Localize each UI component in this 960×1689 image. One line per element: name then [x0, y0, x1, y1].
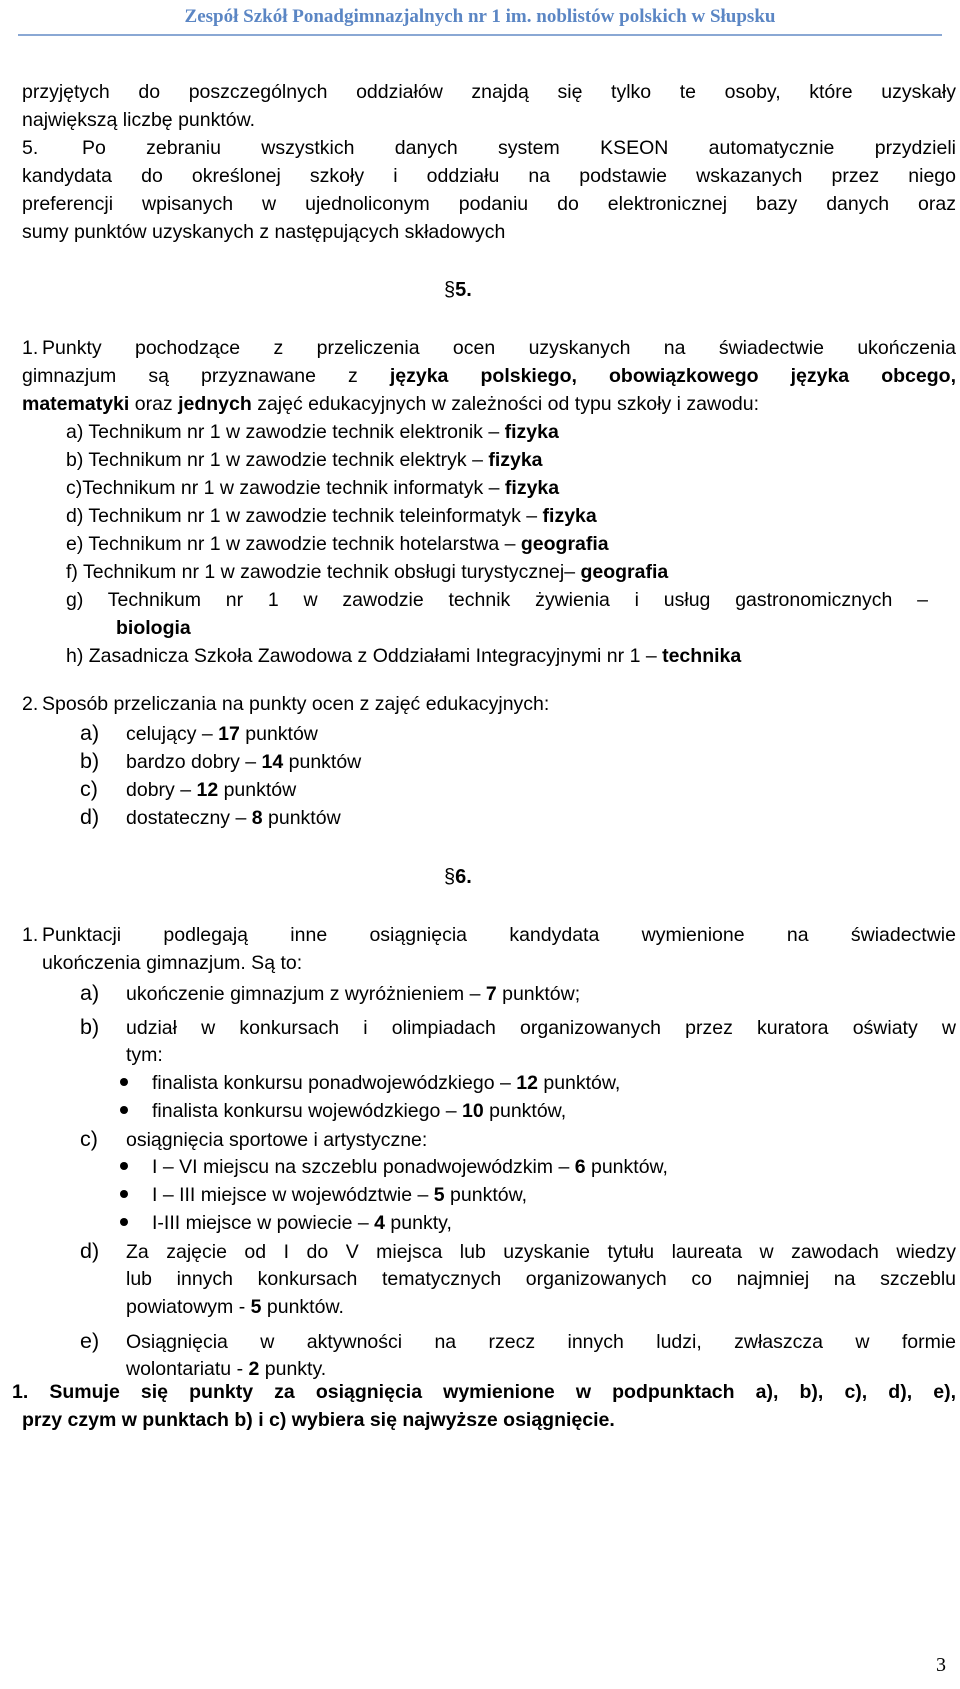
grade-points: 8	[251, 807, 263, 829]
page-number: 3	[936, 1654, 946, 1676]
item-line: sumy punktów uzyskanych z następujących składowych	[22, 221, 506, 243]
achievement-c	[80, 1125, 956, 1153]
school-item	[66, 642, 956, 670]
point-number: 2.	[22, 693, 39, 715]
school-subject: geografia	[520, 533, 609, 555]
item-number: 5.	[22, 137, 39, 159]
achievement-letter: e)	[80, 1329, 100, 1353]
bullet-item	[120, 1181, 956, 1209]
school-item	[66, 418, 956, 446]
summary-line: przy czym w punktach b) i c) wybiera się najwyższe osiągnięcie.	[22, 1409, 615, 1431]
subject-bold: matematyki	[22, 393, 130, 415]
bullet-text: I – VI miejscu na szczeblu ponadwojewódzkim –	[152, 1156, 575, 1178]
grade-item	[80, 803, 950, 831]
item-line: preferencji wpisanych w ujednoliconym podaniu do elektronicznej bazy danych oraz	[22, 193, 956, 215]
bullet-points: 6	[574, 1156, 586, 1178]
school-text: a) Technikum nr 1 w zawodzie technik elektronik –	[66, 421, 505, 443]
school-item	[66, 446, 956, 474]
achievement-text: Osiągnięcia w aktywności na rzecz innych ludzi, zwłaszcza w formie	[126, 1331, 956, 1353]
bullet-unit: punkty,	[385, 1212, 452, 1234]
school-item	[66, 558, 956, 586]
grade-list	[80, 719, 950, 831]
achievement-letter: d)	[80, 1239, 100, 1263]
grade-name: bardzo dobry –	[126, 751, 262, 773]
grade-item	[80, 747, 950, 775]
school-item: g) Technikum nr 1 w zawodzie technik żywienia i usług gastronomicznych –	[66, 589, 928, 611]
grade-item	[80, 775, 950, 803]
point-number: 1.	[22, 924, 39, 946]
school-item	[66, 530, 956, 558]
bullet-item	[120, 1153, 956, 1181]
bullet-points: 12	[516, 1072, 538, 1094]
school-text: e) Technikum nr 1 w zawodzie technik hotelarstwa –	[66, 533, 521, 555]
bullet-points: 4	[374, 1212, 386, 1234]
bullet-icon	[120, 1106, 128, 1114]
school-subject: fizyka	[488, 449, 543, 471]
bullet-text: I – III miejsce w województwie –	[152, 1184, 434, 1206]
achievement-b	[80, 1013, 956, 1041]
intro-paragraph	[22, 78, 956, 134]
grade-letter: c)	[80, 777, 98, 801]
intro-line: przyjętych do poszczególnych oddziałów znajdą się tylko te osoby, które uzyskały	[22, 81, 956, 103]
text-span: powiatowym -	[126, 1296, 251, 1318]
grade-letter: b)	[80, 749, 100, 773]
text-span: punkty.	[259, 1358, 327, 1380]
achievement-letter: b)	[80, 1015, 100, 1039]
grade-name: celujący –	[126, 723, 219, 745]
bullet-unit: punktów,	[585, 1156, 668, 1178]
achievement-text: lub innych konkursach tematycznych organizowanych co najmniej na szczeblu	[126, 1268, 956, 1290]
achievement-points: 7	[485, 983, 497, 1005]
bullet-text: finalista konkursu ponadwojewódzkiego –	[152, 1072, 517, 1094]
achievement-text: osiągnięcia sportowe i artystyczne:	[126, 1129, 428, 1151]
bullet-icon	[120, 1218, 128, 1226]
point-line: Punktacji podlegają inne osiągnięcia kandydata wymienione na świadectwie	[42, 924, 956, 946]
school-subject: fizyka	[504, 477, 560, 499]
grade-letter: d)	[80, 805, 100, 829]
achievement-list	[80, 979, 956, 1383]
grade-name: dostateczny –	[126, 807, 252, 829]
achievement-letter: a)	[80, 981, 100, 1005]
school-item	[66, 502, 956, 530]
achievement-unit: punktów;	[496, 983, 581, 1005]
grade-name: dobry –	[126, 779, 197, 801]
bullet-item	[120, 1069, 956, 1097]
point-line	[22, 362, 956, 390]
summary-paragraph	[12, 1378, 956, 1434]
achievement-text: ukończenie gimnazjum z wyróżnieniem –	[126, 983, 486, 1005]
bullet-text: I-III miejsce w powiecie –	[152, 1212, 375, 1234]
bullet-icon	[120, 1162, 128, 1170]
grade-item	[80, 719, 950, 747]
achievement-a	[80, 979, 956, 1007]
point-line: Sposób przeliczania na punkty ocen z zajęć edukacyjnych:	[42, 693, 550, 715]
school-text: h) Zasadnicza Szkoła Zawodowa z Oddziałami Integracyjnymi nr 1 –	[66, 645, 663, 667]
grade-unit: punktów	[218, 779, 297, 801]
summary-line: 1. Sumuje się punkty za osiągnięcia wymienione w podpunktach a), b), c), d), e),	[12, 1381, 956, 1403]
section5-point-1	[22, 334, 956, 418]
point-line: Punkty pochodzące z przeliczenia ocen uzyskanych na świadectwie ukończenia	[42, 337, 956, 359]
section6-point-1	[22, 921, 956, 977]
school-text: b) Technikum nr 1 w zawodzie technik elektryk –	[66, 449, 489, 471]
school-subject: technika	[662, 645, 742, 667]
text-span: oraz	[129, 393, 179, 415]
achievement-d	[80, 1237, 956, 1265]
bullet-icon	[120, 1190, 128, 1198]
achievement-letter: c)	[80, 1127, 98, 1151]
bullet-points: 5	[433, 1184, 445, 1206]
text-span: wolontariatu -	[126, 1358, 249, 1380]
section5-point-2	[22, 690, 956, 718]
bullet-item	[120, 1097, 956, 1125]
section-heading-5	[444, 276, 472, 304]
grade-letter: a)	[80, 721, 100, 745]
school-item	[66, 474, 956, 502]
section-number: 5.	[455, 279, 472, 301]
achievement-e	[80, 1327, 956, 1355]
school-list	[66, 418, 956, 670]
bullet-unit: punktów,	[444, 1184, 528, 1206]
section-number: 6.	[455, 866, 472, 888]
grade-points: 12	[196, 779, 219, 801]
bullet-points: 10	[462, 1100, 484, 1122]
school-subject: geografia	[580, 561, 669, 583]
intro-line: największą liczbę punktów.	[22, 109, 256, 131]
achievement-text	[126, 1293, 956, 1321]
school-text: c)Technikum nr 1 w zawodzie technik informatyk –	[66, 477, 505, 499]
bullet-item	[120, 1209, 956, 1237]
point-line	[22, 390, 956, 418]
text-span: punktów.	[261, 1296, 344, 1318]
point-number: 1.	[22, 337, 39, 359]
point-line: ukończenia gimnazjum. Są to:	[42, 952, 303, 974]
achievement-text: udział w konkursach i olimpiadach organizowanych przez kuratora oświaty w	[126, 1017, 956, 1039]
achievement-points: 5	[250, 1296, 262, 1318]
school-subject: fizyka	[542, 505, 597, 527]
text-span: gimnazjum są przyznawane z	[22, 365, 390, 387]
bullet-icon	[120, 1078, 128, 1086]
school-subject: fizyka	[504, 421, 559, 443]
grade-unit: punktów	[262, 807, 341, 829]
grade-points: 17	[218, 723, 240, 745]
item-line: kandydata do określonej szkoły i oddziału na podstawie wskazanych przez niego	[22, 165, 956, 187]
intro-item-5	[22, 134, 956, 246]
achievement-text: Za zajęcie od I do V miejsca lub uzyskanie tytułu laureata w zawodach wiedzy	[126, 1241, 956, 1263]
section-symbol: §	[444, 279, 456, 301]
school-text: f) Technikum nr 1 w zawodzie technik obsługi turystycznej–	[66, 561, 581, 583]
achievement-points: 2	[248, 1358, 260, 1380]
header-divider	[18, 34, 942, 36]
section-heading-6	[444, 863, 472, 891]
bullet-text: finalista konkursu wojewódzkiego –	[152, 1100, 463, 1122]
grade-unit: punktów	[239, 723, 318, 745]
school-text: d) Technikum nr 1 w zawodzie technik teleinformatyk –	[66, 505, 543, 527]
grade-points: 14	[261, 751, 284, 773]
bullet-unit: punktów,	[537, 1072, 621, 1094]
grade-unit: punktów	[283, 751, 362, 773]
text-span: zajęć edukacyjnych w zależności od typu szkoły i zawodu:	[251, 393, 760, 415]
section-symbol: §	[444, 866, 456, 888]
document-header: Zespół Szkół Ponadgimnazjalnych nr 1 im. noblistów polskich w Słupsku	[184, 6, 776, 27]
bullet-unit: punktów,	[483, 1100, 567, 1122]
subject-bold: języka polskiego, obowiązkowego języka obcego,	[389, 365, 956, 387]
subject-bold: jednych	[178, 393, 252, 415]
item-line: Po zebraniu wszystkich danych system KSEON automatycznie przydzieli	[82, 137, 956, 159]
school-subject: biologia	[116, 617, 191, 639]
achievement-text: tym:	[126, 1044, 163, 1066]
